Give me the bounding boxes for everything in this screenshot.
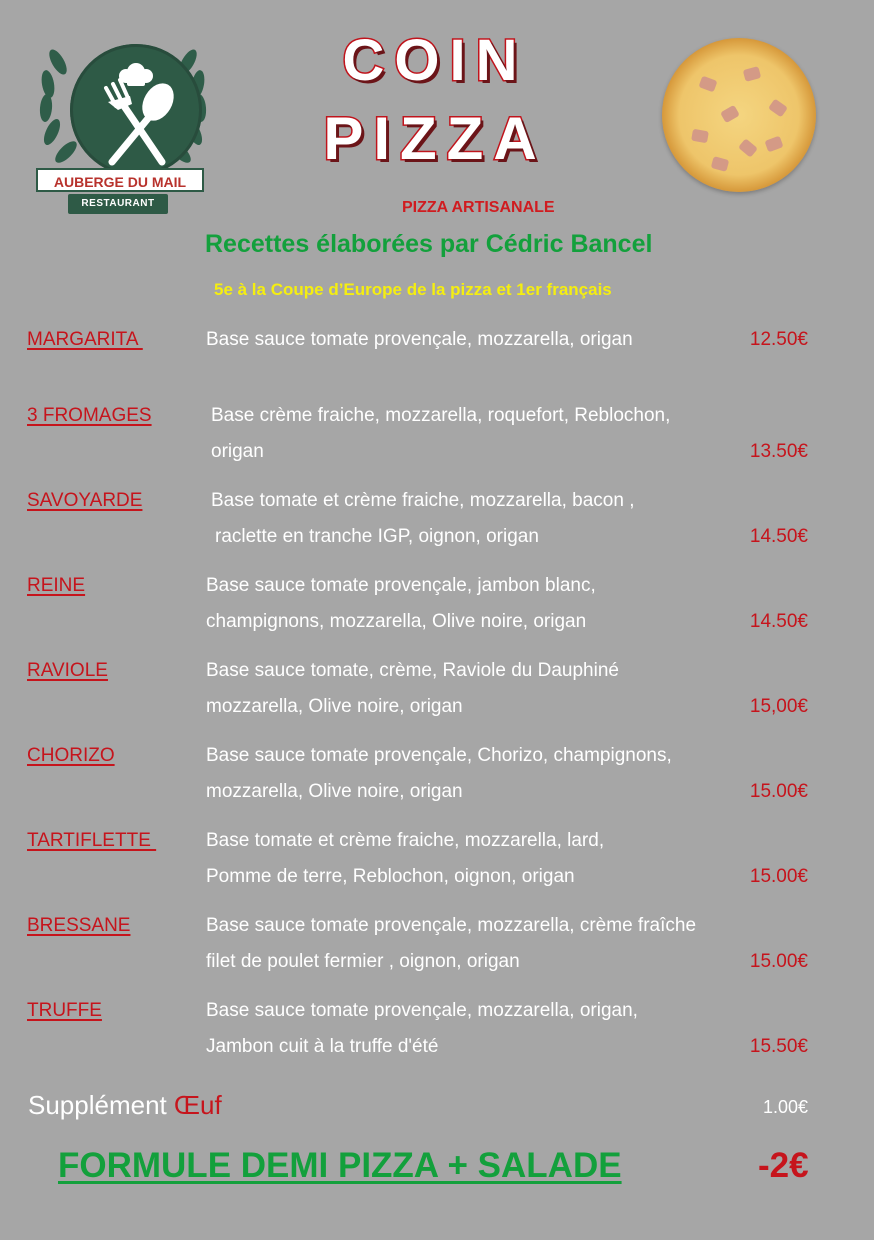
menu-item-name: TARTIFLETTE [27, 830, 157, 851]
menu-item-name: TRUFFE [27, 1000, 102, 1021]
menu-item-name: SAVOYARDE [27, 490, 143, 511]
menu-item-description: origan [211, 441, 264, 462]
menu-item-price: 15.00€ [749, 866, 808, 887]
menu-item-description: Base crème fraiche, mozzarella, roquefort, Reblochon, [211, 405, 671, 426]
menu-item-description: mozzarella, Olive noire, origan [206, 781, 463, 802]
fork-spoon-icon [70, 44, 202, 176]
chef-line: Recettes élaborées par Cédric Bancel [205, 230, 653, 258]
menu-item-description: mozzarella, Olive noire, origan [206, 696, 463, 717]
menu-item-price: 15.00€ [749, 781, 808, 802]
menu-item-name: 3 FROMAGES [27, 405, 152, 426]
menu-item-description: Base sauce tomate, crème, Raviole du Dauphiné [206, 660, 619, 681]
menu-item-price: 12.50€ [749, 329, 808, 350]
logo-disc [70, 44, 202, 176]
pizza-photo [662, 38, 816, 192]
menu-item-description: Base tomate et crème fraiche, mozzarella, bacon , [211, 490, 635, 511]
menu-item-description: Base sauce tomate provençale, Chorizo, champignons, [206, 745, 672, 766]
menu-item-name: REINE [27, 575, 86, 596]
supplement-price: 1.00€ [762, 1097, 808, 1117]
menu-item-description: Base tomate et crème fraiche, mozzarella, lard, [206, 830, 605, 851]
menu-item-description: champignons, mozzarella, Olive noire, origan [206, 611, 587, 632]
menu-item-price: 15.00€ [749, 951, 808, 972]
menu-item-description: Base sauce tomate provençale, mozzarella, origan, [206, 1000, 638, 1021]
menu-item-description: Base sauce tomate provençale, mozzarella, crème fraîche [206, 915, 697, 936]
supplement-item: Œuf [173, 1090, 222, 1120]
supplement-line [28, 1090, 222, 1121]
restaurant-logo [28, 22, 218, 217]
logo-name: AUBERGE DU MAIL [36, 168, 204, 192]
menu-item-description: filet de poulet fermier , oignon, origan [206, 951, 520, 972]
formule-discount: -2€ [758, 1146, 809, 1185]
award-line: 5e à la Coupe d’Europe de la pizza et 1er français [214, 280, 612, 299]
menu-item-description: Base sauce tomate provençale, jambon blanc, [206, 575, 596, 596]
subtitle-artisanale: PIZZA ARTISANALE [402, 199, 555, 216]
menu-item-description: Pomme de terre, Reblochon, oignon, origan [206, 866, 575, 887]
menu-item-price: 15.50€ [749, 1036, 808, 1057]
logo-subtitle: RESTAURANT [68, 194, 168, 214]
title-line-1: COIN [342, 28, 528, 93]
menu-item-description: Base sauce tomate provençale, mozzarella, origan [206, 329, 633, 350]
menu-item-name: RAVIOLE [27, 660, 108, 681]
menu-item-name: MARGARITA [27, 329, 143, 350]
menu-item-name: BRESSANE [27, 915, 131, 936]
title-line-2: PIZZA [323, 105, 547, 172]
menu-item-name: CHORIZO [27, 745, 115, 766]
menu-item-price: 14.50€ [749, 611, 808, 632]
supplement-label: Supplément [28, 1090, 174, 1120]
menu-item-price: 14.50€ [749, 526, 808, 547]
formule-label: FORMULE DEMI PIZZA + SALADE [58, 1146, 622, 1185]
menu-item-description: Jambon cuit à la truffe d'été [206, 1036, 439, 1057]
menu-item-price: 15,00€ [749, 696, 808, 717]
menu-item-price: 13.50€ [749, 441, 808, 462]
menu-item-description: raclette en tranche IGP, oignon, origan [215, 526, 539, 547]
